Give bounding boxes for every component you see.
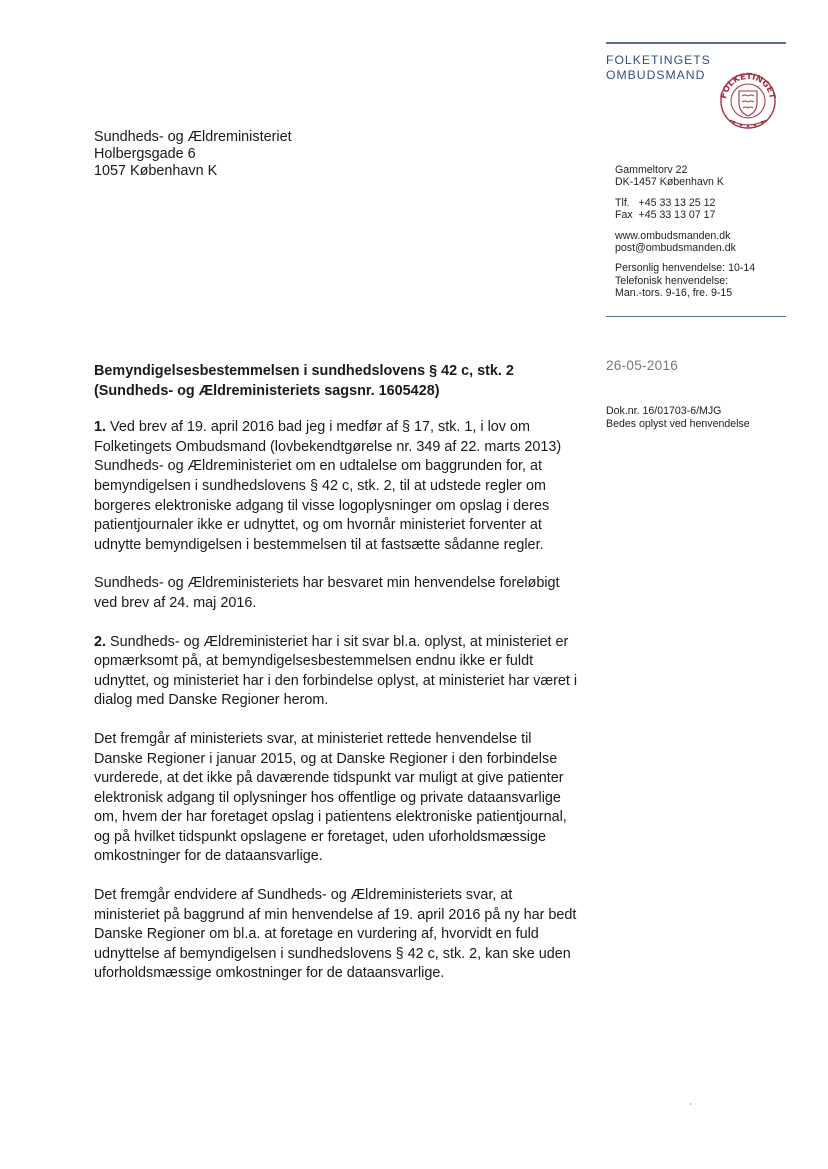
paragraph-text: Ved brev af 19. april 2016 bad jeg i medfør af § 17, stk. 1, i lov om Folketingets Ombudsmand (lovbekendtgørelse nr. 349 af 22. marts 2013) Sundheds- og Ældreministeriet om en udtalelse om baggrunden for, at bemyndigelsen i sundhedslovens § 42 c, stk. 2, til at udstede regler om borgeres elektroniske adgang til visse logoplysninger om opslag i deres patientjournaler ikke er udnyttet, og om hvornår ministeriet forventer at udnytte bemyndigelsen i bestemmelsen til at fastsætte sådanne regler.: [94, 419, 562, 553]
contact-street: Gammeltorv 22: [615, 164, 688, 176]
paragraph-text: Sundheds- og Ældreministeriet har i sit svar bl.a. oplyst, at ministeriet er opmærksomt på, at bemyndigelsesbestemmelsen endnu ikke er fuldt udnyttet, og ministeriet har i den forbindelse oplyst, at ministeriet har været i dialog med Danske Regioner herom.: [94, 633, 578, 709]
letter-body: [94, 362, 580, 1003]
contact-fax: Fax +45 33 13 07 17: [615, 209, 716, 222]
section-number: 1.: [94, 419, 107, 436]
contact-block: [615, 164, 755, 308]
org-name-line2: OMBUDSMAND: [606, 68, 706, 82]
document-reference: [606, 405, 750, 431]
letterhead-top-rule: [606, 42, 786, 44]
paragraph-text: Sundheds- og Ældreministeriets har besvaret min henvendelse foreløbigt ved brev af 24. maj 2016.: [94, 575, 560, 611]
svg-text:FOLKETINGET: FOLKETINGET: [718, 70, 778, 100]
contact-hours-personal: Personlig henvendelse: 10-14: [615, 262, 756, 275]
paragraph-2: [94, 574, 580, 613]
parliament-seal-logo: [708, 67, 786, 131]
paragraph-1: [94, 418, 580, 555]
contact-hours-phone: Man.-tors. 9-16, fre. 9-15: [615, 287, 733, 300]
contact-city: DK-1457 København K: [615, 176, 724, 189]
recipient-street: Holbergsgade 6: [94, 146, 196, 162]
contact-email-link[interactable]: post@ombudsmanden.dk: [615, 242, 736, 255]
scan-speck: [690, 1103, 691, 1105]
letter-subject: Bemyndigelsesbestemmelsen i sundhedslovens § 42 c, stk. 2 (Sundheds- og Ældreministeriets sagsnr. 1605428): [94, 363, 514, 399]
contact-hours-phone-label: Telefonisk henvendelse:: [615, 274, 729, 287]
document-number: Dok.nr. 16/01703-6/MJG: [606, 405, 722, 417]
paragraph-5: [94, 886, 580, 984]
paragraph-4: [94, 730, 580, 867]
section-number: 2.: [94, 633, 107, 650]
paragraph-text: Det fremgår endvidere af Sundheds- og Ældreministeriets svar, at ministeriet på baggrund af min henvendelse af 19. april 2016 på ny har bedt Danske Regioner om bl.a. at foretage en vurdering af, hvorvidt en fuld udnyttelse af bemyndigelsen i sundhedslovens § 42 c, stk. 2, kan ske uden uforholdsmæssige omkostninger for de dataansvarlige.: [94, 887, 577, 982]
recipient-name: Sundheds- og Ældreministeriet: [94, 129, 292, 145]
recipient-address: [94, 129, 292, 180]
reference-note: Bedes oplyst ved henvendelse: [606, 418, 750, 430]
contact-website-link[interactable]: www.ombudsmanden.dk: [615, 229, 731, 242]
recipient-city: 1057 København K: [94, 163, 218, 179]
letter-date: 26-05-2016: [606, 358, 679, 373]
paragraph-text: Det fremgår af ministeriets svar, at ministeriet rettede henvendelse til Danske Regioner i januar 2015, og at Danske Regioner i den forbindelse vurderede, at det ikke på daværende tidspunkt var muligt at give patienter elektronisk adgang til oplysninger hos offentlige og private dataansvarlige om, hvem der har foretaget opslag i patientens elektroniske patientjournal, og på hvilket tidspunkt opslagene er foretaget, uden uforholdsmæssige omkostninger for de dataansvarlige.: [94, 730, 567, 865]
letterhead-bottom-rule: [606, 316, 786, 317]
paragraph-3: [94, 633, 580, 711]
org-name-line1: FOLKETINGETS: [606, 53, 711, 67]
contact-phone: Tlf. +45 33 13 25 12: [615, 196, 716, 209]
